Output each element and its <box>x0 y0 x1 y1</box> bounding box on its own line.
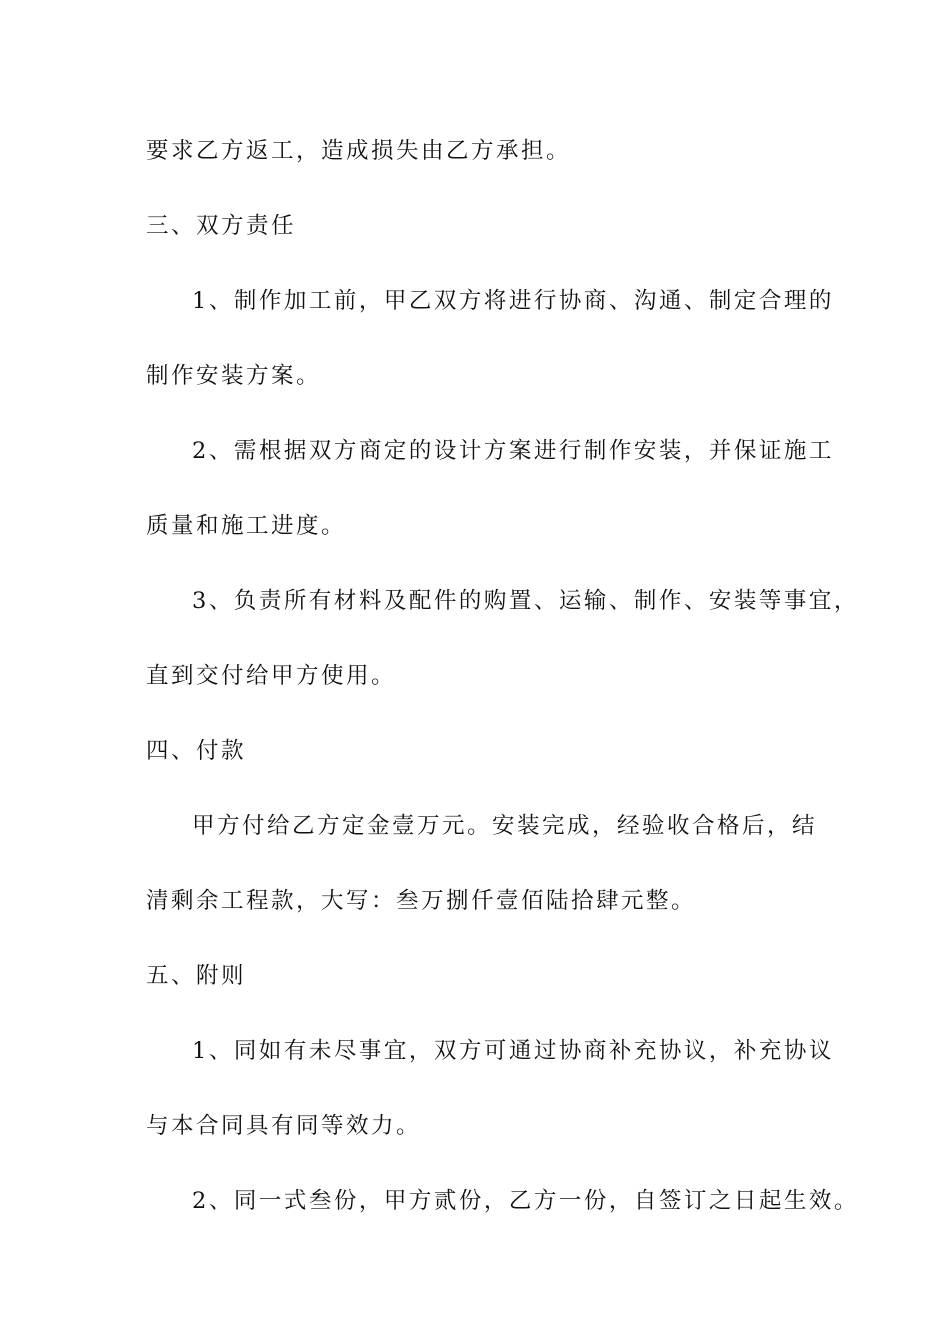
section-heading: 三、双方责任 <box>146 213 297 239</box>
paragraph-line: 制作安装方案。 <box>146 363 322 389</box>
section-heading: 四、付款 <box>146 738 247 764</box>
paragraph-line: 1、同如有未尽事宜，双方可通过协商补充协议，补充协议 <box>192 1038 834 1064</box>
paragraph-line: 2、需根据双方商定的设计方案进行制作安装，并保证施工 <box>192 438 834 464</box>
paragraph-line: 要求乙方返工，造成损失由乙方承担。 <box>146 138 572 164</box>
paragraph-line: 与本合同具有同等效力。 <box>146 1113 422 1139</box>
paragraph-line: 3、负责所有材料及配件的购置、运输、制作、安装等事宜， <box>192 588 859 614</box>
paragraph-line: 质量和施工进度。 <box>146 513 347 539</box>
paragraph-line: 1、制作加工前，甲乙双方将进行协商、沟通、制定合理的 <box>192 288 834 314</box>
paragraph-line: 甲方付给乙方定金壹万元。安装完成，经验收合格后，结 <box>192 813 818 839</box>
section-heading: 五、附则 <box>146 963 247 989</box>
paragraph-line: 2、同一式叁份，甲方贰份，乙方一份，自签订之日起生效。 <box>192 1188 859 1214</box>
paragraph-line: 直到交付给甲方使用。 <box>146 663 397 689</box>
paragraph-line: 清剩余工程款，大写：叁万捌仟壹佰陆拾肆元整。 <box>146 888 697 914</box>
